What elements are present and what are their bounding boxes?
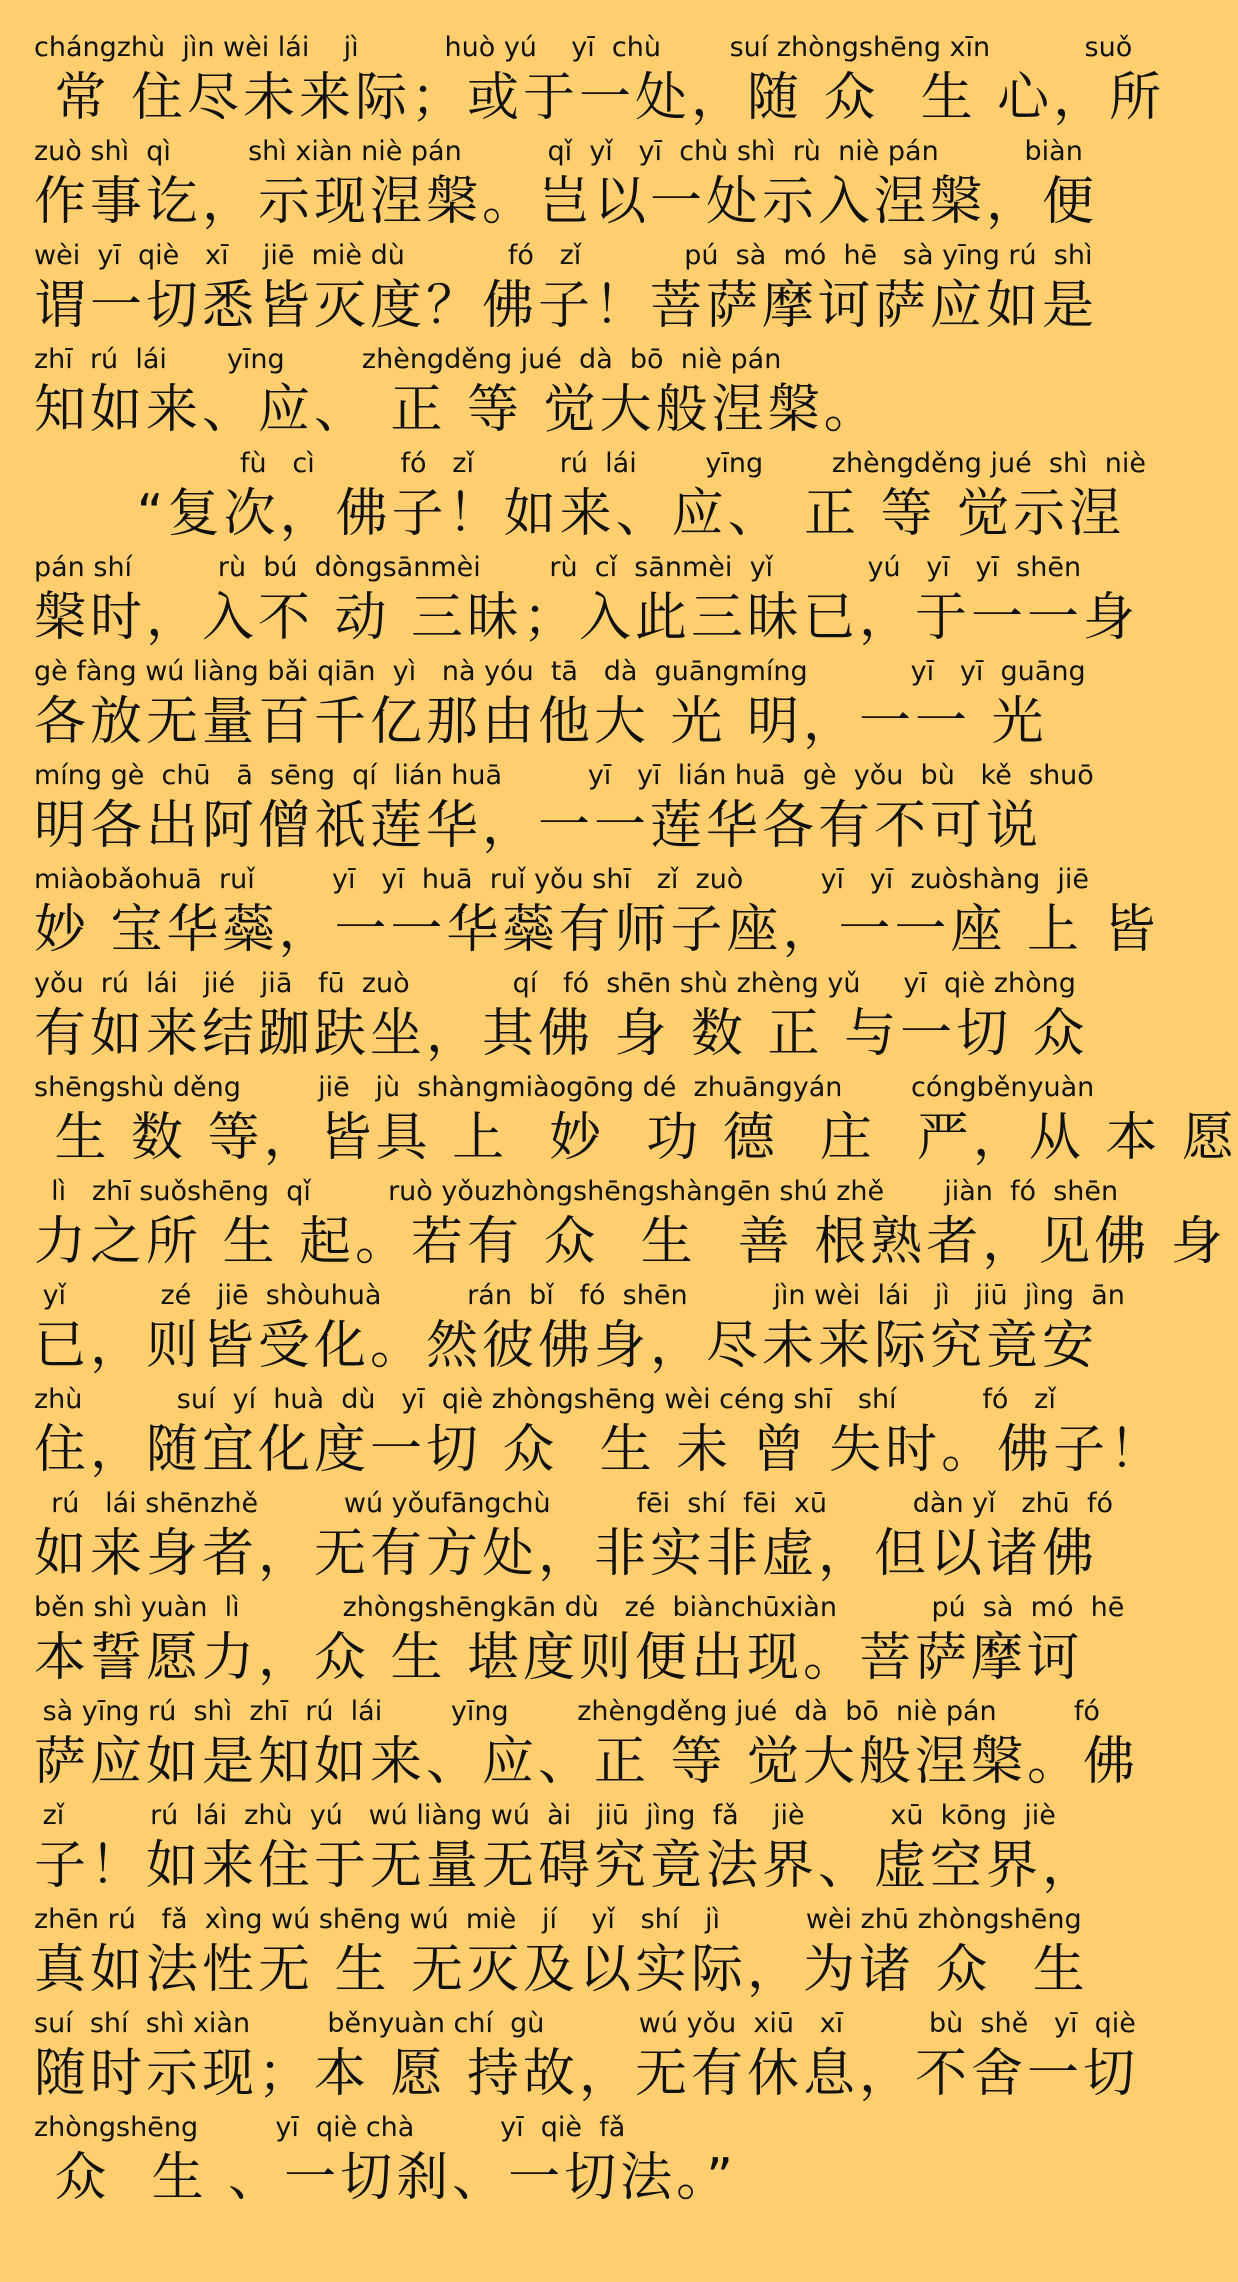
text-line bbox=[34, 1590, 1125, 1694]
pinyin-row: míng gè chū ā sēng qí lián huā yī yī lián huā gè yǒu bù kě shuō bbox=[34, 760, 1094, 791]
pinyin-row: wèi yī qiè xī jiē miè dù fó zǐ pú sà mó hē sà yīng rú shì bbox=[34, 240, 1093, 271]
text-line bbox=[34, 966, 1089, 1070]
hanzi-row: 真如法性无 生 无灭及以实际，为诸 众 生 bbox=[34, 1940, 1089, 2000]
pinyin-row: zhēn rú fǎ xìng wú shēng wú miè jí yǐ shí jì wèi zhū zhòngshēng bbox=[34, 1904, 1082, 1935]
text-line bbox=[34, 1798, 1099, 1902]
pinyin-row: zuò shì qì shì xiàn niè pán qǐ yǐ yī chù shì rù niè pán biàn bbox=[34, 136, 1083, 167]
pinyin-row: yǐ zé jiē shòuhuà rán bǐ fó shēn jìn wèi lái jì jiū jìng ān bbox=[34, 1280, 1125, 1311]
text-line bbox=[34, 758, 1094, 862]
hanzi-row: 子！如来住于无量无碍究竟法界、虚空界， bbox=[34, 1836, 1099, 1896]
pinyin-row: lì zhī suǒshēng qǐ ruò yǒuzhòngshēngshàngēn shú zhě jiàn fó shēn bbox=[34, 1176, 1119, 1207]
hanzi-row: 明各出阿僧祇莲华，一一莲华各有不可说 bbox=[34, 796, 1043, 856]
pinyin-row: pán shí rù bú dòngsānmèi rù cǐ sānmèi yǐ yú yī yī shēn bbox=[34, 552, 1082, 583]
text-line bbox=[34, 1694, 1140, 1798]
text-line bbox=[34, 1278, 1125, 1382]
hanzi-row: 生 数 等，皆具 上 妙 功 德 庄 严，从 本 愿 bbox=[34, 1108, 1238, 1168]
text-line bbox=[34, 1382, 1166, 1486]
pinyin-row: chángzhù jìn wèi lái jì huò yú yī chù suí zhòngshēng xīn suǒ bbox=[34, 32, 1133, 63]
pinyin-row: fù cì fó zǐ rú lái yīng zhèngděng jué shì niè bbox=[34, 448, 1146, 479]
text-line bbox=[34, 654, 1086, 758]
hanzi-row: 如来身者，无有方处，非实非虚，但以诸佛 bbox=[34, 1524, 1099, 1584]
pinyin-row: yǒu rú lái jié jiā fū zuò qí fó shēn shù zhèng yǔ yī qiè zhòng bbox=[34, 968, 1076, 999]
text-line bbox=[34, 1174, 1227, 1278]
hanzi-row: 谓一切悉皆灭度？佛子！菩萨摩诃萨应如是 bbox=[34, 276, 1099, 336]
hanzi-row: 众 生 、一切刹、一切法。” bbox=[34, 2148, 738, 2208]
hanzi-row: 有如来结跏趺坐，其佛 身 数 正 与一切 众 bbox=[34, 1004, 1089, 1064]
text-line bbox=[34, 1902, 1089, 2006]
pinyin-row: zhòngshēng yī qiè chà yī qiè fǎ bbox=[34, 2112, 626, 2143]
pinyin-row: zhù suí yí huà dù yī qiè zhòngshēng wèi céng shī shí fó zǐ bbox=[34, 1384, 1056, 1415]
text-line bbox=[34, 2110, 1046, 2214]
text-line bbox=[34, 238, 1099, 342]
pinyin-row: miàobǎohuā ruǐ yī yī huā ruǐ yǒu shī zǐ zuò yī yī zuòshàng jiē bbox=[34, 864, 1090, 895]
hanzi-row: 已，则皆受化。然彼佛身，尽未来际究竟安 bbox=[34, 1316, 1099, 1376]
pinyin-row: zhī rú lái yīng zhèngděng jué dà bō niè pán bbox=[34, 344, 782, 375]
hanzi-row: 力之所 生 起。若有 众 生 善 根熟者，见佛 身 bbox=[34, 1212, 1227, 1272]
hanzi-row: 常 住尽未来际；或于一处，随 众 生 心，所 bbox=[34, 68, 1166, 128]
hanzi-row: 萨应如是知如来、应、正 等 觉大般涅槃。佛 bbox=[34, 1732, 1140, 1792]
hanzi-row: 作事讫，示现涅槃。岂以一处示入涅槃，便 bbox=[34, 172, 1099, 232]
text-line bbox=[34, 1070, 1238, 1174]
text-line bbox=[34, 862, 1160, 966]
text-line bbox=[34, 1486, 1113, 1590]
text-line bbox=[34, 134, 1099, 238]
pinyin-row: gè fàng wú liàng bǎi qiān yì nà yóu tā dà guāngmíng yī yī guāng bbox=[34, 656, 1086, 687]
hanzi-row: 住，随宜化度一切 众 生 未 曾 失时。佛子！ bbox=[34, 1420, 1166, 1480]
text-line bbox=[34, 30, 1166, 134]
text-line bbox=[34, 446, 1146, 550]
pinyin-row: zǐ rú lái zhù yú wú liàng wú ài jiū jìng fǎ jiè xū kōng jiè bbox=[34, 1800, 1056, 1831]
hanzi-row: 本誓愿力，众 生 堪度则便出现。菩萨摩诃 bbox=[34, 1628, 1084, 1688]
text-line bbox=[34, 2006, 1140, 2110]
pinyin-row: rú lái shēnzhě wú yǒufāngchù fēi shí fēi xū dàn yǐ zhū fó bbox=[34, 1488, 1113, 1519]
hanzi-row: 随时示现；本 愿 持故，无有休息，不舍一切 bbox=[34, 2044, 1140, 2104]
pinyin-row: shēngshù děng jiē jù shàngmiàogōng dé zhuāngyán cóngběnyuàn bbox=[34, 1072, 1095, 1103]
hanzi-row: 槃时，入不 动 三昧；入此三昧已，于一一身 bbox=[34, 588, 1140, 648]
pinyin-row: sà yīng rú shì zhī rú lái yīng zhèngděng jué dà bō niè pán fó bbox=[34, 1696, 1100, 1727]
text-line bbox=[34, 550, 1140, 654]
pinyin-row: suí shí shì xiàn běnyuàn chí gù wú yǒu xiū xī bù shě yī qiè bbox=[34, 2008, 1136, 2039]
text-line bbox=[34, 342, 1046, 446]
hanzi-row: “复次，佛子！如来、应、 正 等 觉示涅 bbox=[34, 484, 1126, 544]
pinyin-row: běn shì yuàn lì zhòngshēngkān dù zé biànchūxiàn pú sà mó hē bbox=[34, 1592, 1125, 1623]
hanzi-row: 知如来、应、 正 等 觉大般涅槃。 bbox=[34, 380, 880, 440]
hanzi-row: 妙 宝华蘂，一一华蘂有师子座，一一座 上 皆 bbox=[34, 900, 1160, 960]
hanzi-row: 各放无量百千亿那由他大 光 明，一一 光 bbox=[34, 692, 1048, 752]
